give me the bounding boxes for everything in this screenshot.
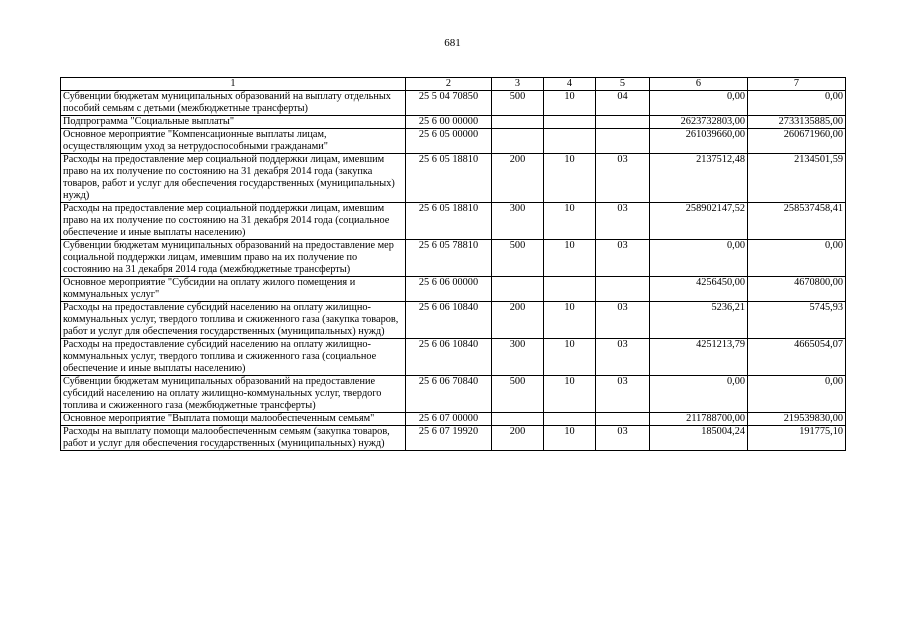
item-name-cell: Основное мероприятие "Компенсационные выплаты лицам, осуществляющим уход за нетрудоспособными гражданами" bbox=[61, 129, 406, 154]
target-code-cell: 25 6 05 78810 bbox=[406, 240, 492, 277]
header-cell: 3 bbox=[492, 78, 544, 91]
amount-year2-cell: 4665054,07 bbox=[748, 339, 846, 376]
subsection-cell: 03 bbox=[596, 339, 650, 376]
target-code-cell: 25 6 05 00000 bbox=[406, 129, 492, 154]
amount-year1-cell: 211788700,00 bbox=[650, 413, 748, 426]
amount-year1-cell: 0,00 bbox=[650, 240, 748, 277]
header-cell: 4 bbox=[544, 78, 596, 91]
expense-type-cell: 500 bbox=[492, 91, 544, 116]
expense-type-cell: 200 bbox=[492, 302, 544, 339]
expense-type-cell: 500 bbox=[492, 240, 544, 277]
item-name-cell: Расходы на предоставление мер социальной поддержки лицам, имевшим право на их получение по состоянию на 31 декабря 2014 года (закупка товаров, работ и услуг для обеспечения государственных (муниципальных) нужд) bbox=[61, 154, 406, 203]
amount-year1-cell: 0,00 bbox=[650, 376, 748, 413]
amount-year1-cell: 2623732803,00 bbox=[650, 116, 748, 129]
table-row bbox=[61, 154, 846, 203]
target-code-cell: 25 6 06 00000 bbox=[406, 277, 492, 302]
subsection-cell bbox=[596, 116, 650, 129]
item-name-cell: Расходы на предоставление субсидий населению на оплату жилищно-коммунальных услуг, твердого топлива и сжиженного газа (закупка товаров, работ и услуг для обеспечения государственных (муниципальных) нужд) bbox=[61, 302, 406, 339]
section-cell: 10 bbox=[544, 91, 596, 116]
amount-year2-cell: 0,00 bbox=[748, 240, 846, 277]
subsection-cell: 03 bbox=[596, 203, 650, 240]
subsection-cell bbox=[596, 277, 650, 302]
header-cell: 1 bbox=[61, 78, 406, 91]
amount-year1-cell: 5236,21 bbox=[650, 302, 748, 339]
amount-year2-cell: 0,00 bbox=[748, 91, 846, 116]
expense-type-cell: 300 bbox=[492, 339, 544, 376]
table-row bbox=[61, 426, 846, 451]
expense-type-cell bbox=[492, 116, 544, 129]
item-name-cell: Расходы на выплату помощи малообеспеченным семьям (закупка товаров, работ и услуг для обеспечения государственных (муниципальных) нужд) bbox=[61, 426, 406, 451]
item-name-cell: Субвенции бюджетам муниципальных образований на предоставление субсидий населению на оплату жилищно-коммунальных услуг, твердого топлива и сжиженного газа (межбюджетные трансферты) bbox=[61, 376, 406, 413]
expense-type-cell bbox=[492, 413, 544, 426]
section-cell bbox=[544, 277, 596, 302]
amount-year2-cell: 4670800,00 bbox=[748, 277, 846, 302]
expense-type-cell: 200 bbox=[492, 154, 544, 203]
table-row bbox=[61, 240, 846, 277]
header-cell: 7 bbox=[748, 78, 846, 91]
amount-year1-cell: 4256450,00 bbox=[650, 277, 748, 302]
subsection-cell: 03 bbox=[596, 426, 650, 451]
subsection-cell: 03 bbox=[596, 302, 650, 339]
target-code-cell: 25 6 00 00000 bbox=[406, 116, 492, 129]
budget-table bbox=[60, 77, 846, 451]
table-row bbox=[61, 302, 846, 339]
target-code-cell: 25 6 06 10840 bbox=[406, 302, 492, 339]
amount-year2-cell: 2733135885,00 bbox=[748, 116, 846, 129]
amount-year2-cell: 258537458,41 bbox=[748, 203, 846, 240]
amount-year1-cell: 2137512,48 bbox=[650, 154, 748, 203]
section-cell: 10 bbox=[544, 154, 596, 203]
section-cell bbox=[544, 413, 596, 426]
target-code-cell: 25 6 05 18810 bbox=[406, 203, 492, 240]
amount-year2-cell: 260671960,00 bbox=[748, 129, 846, 154]
item-name-cell: Расходы на предоставление субсидий населению на оплату жилищно-коммунальных услуг, твердого топлива и сжиженного газа (социальное обеспечение и иные выплаты населению) bbox=[61, 339, 406, 376]
target-code-cell: 25 5 04 70850 bbox=[406, 91, 492, 116]
table-row bbox=[61, 339, 846, 376]
expense-type-cell: 300 bbox=[492, 203, 544, 240]
expense-type-cell bbox=[492, 129, 544, 154]
table-row bbox=[61, 129, 846, 154]
table-row bbox=[61, 203, 846, 240]
table-row bbox=[61, 91, 846, 116]
table-row bbox=[61, 277, 846, 302]
expense-type-cell: 500 bbox=[492, 376, 544, 413]
section-cell: 10 bbox=[544, 203, 596, 240]
section-cell: 10 bbox=[544, 240, 596, 277]
item-name-cell: Расходы на предоставление мер социальной поддержки лицам, имевшим право на их получение по состоянию на 31 декабря 2014 года (социальное обеспечение и иные выплаты населению) bbox=[61, 203, 406, 240]
subsection-cell: 03 bbox=[596, 154, 650, 203]
section-cell: 10 bbox=[544, 376, 596, 413]
expense-type-cell: 200 bbox=[492, 426, 544, 451]
target-code-cell: 25 6 05 18810 bbox=[406, 154, 492, 203]
section-cell bbox=[544, 116, 596, 129]
amount-year2-cell: 5745,93 bbox=[748, 302, 846, 339]
expense-type-cell bbox=[492, 277, 544, 302]
amount-year2-cell: 0,00 bbox=[748, 376, 846, 413]
item-name-cell: Основное мероприятие "Субсидии на оплату жилого помещения и коммунальных услуг" bbox=[61, 277, 406, 302]
amount-year2-cell: 219539830,00 bbox=[748, 413, 846, 426]
subsection-cell: 03 bbox=[596, 240, 650, 277]
section-cell bbox=[544, 129, 596, 154]
section-cell: 10 bbox=[544, 339, 596, 376]
amount-year1-cell: 4251213,79 bbox=[650, 339, 748, 376]
table-row bbox=[61, 376, 846, 413]
header-cell: 2 bbox=[406, 78, 492, 91]
table-body bbox=[61, 91, 846, 451]
item-name-cell: Основное мероприятие "Выплата помощи малообеспеченным семьям" bbox=[61, 413, 406, 426]
section-cell: 10 bbox=[544, 302, 596, 339]
table-row bbox=[61, 116, 846, 129]
amount-year1-cell: 0,00 bbox=[650, 91, 748, 116]
item-name-cell: Субвенции бюджетам муниципальных образований на предоставление мер социальной поддержки лицам, имевшим право на их получение по состоянию на 31 декабря 2014 года (межбюджетные трансферты) bbox=[61, 240, 406, 277]
subsection-cell bbox=[596, 413, 650, 426]
header-cell: 5 bbox=[596, 78, 650, 91]
subsection-cell: 03 bbox=[596, 376, 650, 413]
amount-year2-cell: 191775,10 bbox=[748, 426, 846, 451]
subsection-cell: 04 bbox=[596, 91, 650, 116]
header-row bbox=[61, 78, 846, 91]
amount-year2-cell: 2134501,59 bbox=[748, 154, 846, 203]
amount-year1-cell: 258902147,52 bbox=[650, 203, 748, 240]
page-number: 681 bbox=[444, 37, 461, 49]
subsection-cell bbox=[596, 129, 650, 154]
amount-year1-cell: 261039660,00 bbox=[650, 129, 748, 154]
section-cell: 10 bbox=[544, 426, 596, 451]
table-row bbox=[61, 413, 846, 426]
item-name-cell: Субвенции бюджетам муниципальных образований на выплату отдельных пособий семьям с детьми (межбюджетные трансферты) bbox=[61, 91, 406, 116]
target-code-cell: 25 6 07 00000 bbox=[406, 413, 492, 426]
target-code-cell: 25 6 06 70840 bbox=[406, 376, 492, 413]
target-code-cell: 25 6 07 19920 bbox=[406, 426, 492, 451]
item-name-cell: Подпрограмма "Социальные выплаты" bbox=[61, 116, 406, 129]
header-cell: 6 bbox=[650, 78, 748, 91]
target-code-cell: 25 6 06 10840 bbox=[406, 339, 492, 376]
amount-year1-cell: 185004,24 bbox=[650, 426, 748, 451]
